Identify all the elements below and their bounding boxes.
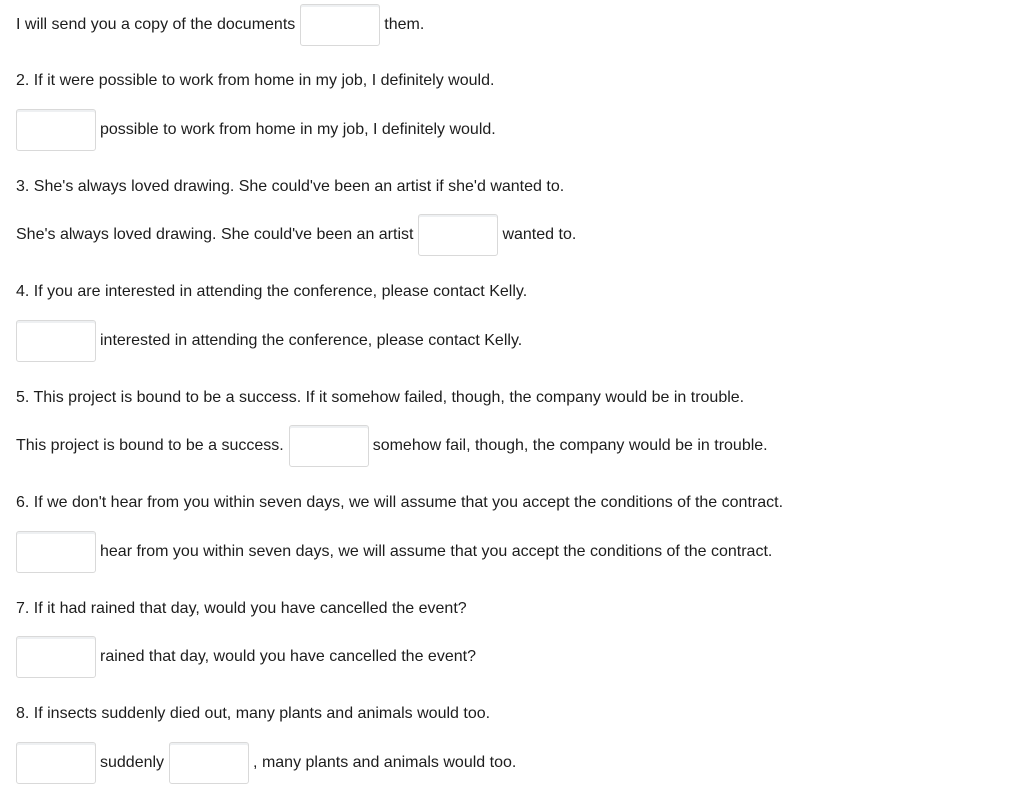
- item8-answer-input-2[interactable]: [169, 742, 249, 784]
- item8-text-middle: suddenly: [100, 754, 165, 771]
- item7-answer-line: [16, 635, 476, 679]
- item8-answer-input-1[interactable]: [16, 742, 96, 784]
- item3-prompt: 3. She's always loved drawing. She could've been an artist if she'd wanted to.: [16, 178, 565, 195]
- item5-text-after: somehow fail, though, the company would be in trouble.: [372, 437, 768, 454]
- item2-prompt: 2. If it were possible to work from home in my job, I definitely would.: [16, 72, 495, 89]
- item8-text-after: , many plants and animals would too.: [253, 754, 517, 771]
- item3-answer-line: [16, 213, 576, 257]
- item6-answer-input[interactable]: [16, 531, 96, 573]
- item6-text-after: hear from you within seven days, we will assume that you accept the conditions of the contract.: [100, 543, 773, 560]
- item1-text-before: I will send you a copy of the documents: [16, 16, 296, 33]
- item6-prompt: 6. If we don't hear from you within seven days, we will assume that you accept the conditions of the contract.: [16, 494, 784, 511]
- item4-prompt: 4. If you are interested in attending the conference, please contact Kelly.: [16, 283, 528, 300]
- item5-answer-line: [16, 424, 768, 468]
- item2-text-after: possible to work from home in my job, I definitely would.: [100, 121, 496, 138]
- item1-text-after: them.: [384, 16, 425, 33]
- item4-answer-input[interactable]: [16, 320, 96, 362]
- item8-prompt: 8. If insects suddenly died out, many plants and animals would too.: [16, 705, 491, 722]
- item1-answer-input[interactable]: [300, 4, 380, 46]
- item2-answer-input[interactable]: [16, 109, 96, 151]
- item5-prompt: 5. This project is bound to be a success. If it somehow failed, though, the company would be in trouble.: [16, 389, 745, 406]
- item7-text-after: rained that day, would you have cancelled the event?: [100, 648, 476, 665]
- item5-text-before: This project is bound to be a success.: [16, 437, 284, 454]
- item8-answer-line: [16, 741, 516, 785]
- item4-answer-line: [16, 319, 522, 363]
- item7-prompt: 7. If it had rained that day, would you have cancelled the event?: [16, 600, 467, 617]
- item3-text-before: She's always loved drawing. She could've been an artist: [16, 226, 414, 243]
- item4-text-after: interested in attending the conference, please contact Kelly.: [100, 332, 523, 349]
- item5-answer-input[interactable]: [289, 425, 369, 467]
- item6-answer-line: [16, 530, 772, 574]
- item7-answer-input[interactable]: [16, 636, 96, 678]
- item3-answer-input[interactable]: [418, 214, 498, 256]
- item1-answer-line: [16, 3, 424, 47]
- item3-text-after: wanted to.: [502, 226, 577, 243]
- item2-answer-line: [16, 108, 496, 152]
